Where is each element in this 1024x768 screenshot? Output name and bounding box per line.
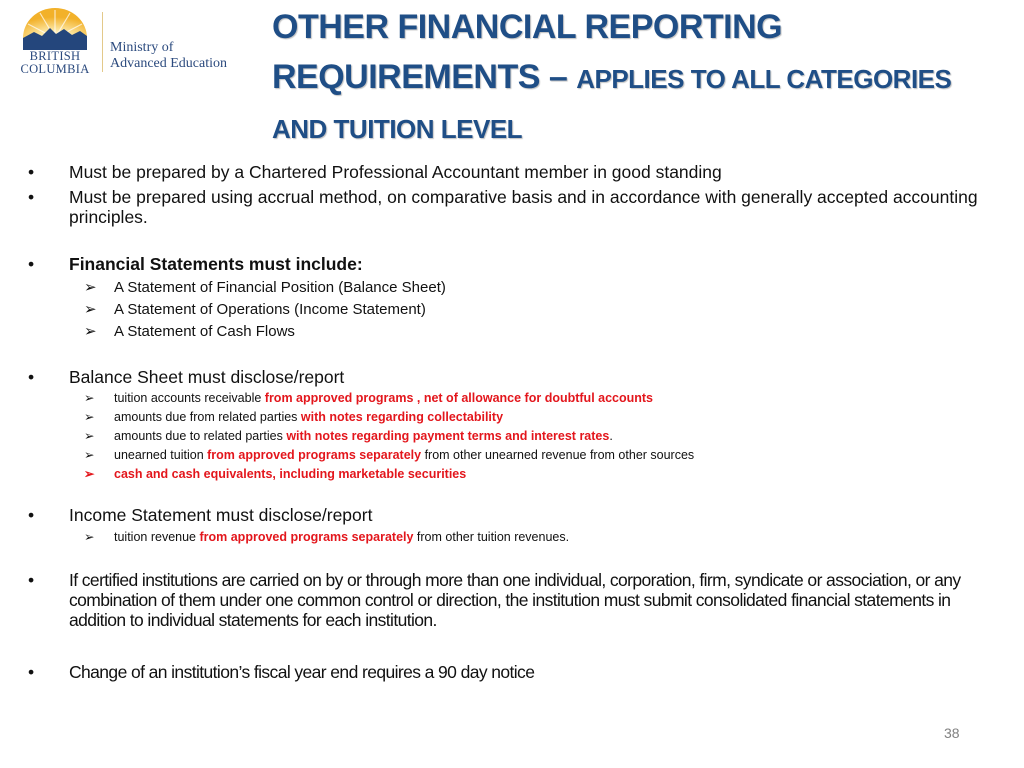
emphasis-text: cash and cash equivalents, including marketable securities xyxy=(114,467,467,481)
bullet-icon: • xyxy=(28,187,35,207)
bs-item-text: unearned tuition from approved programs separately from other unearned revenue from other sources xyxy=(114,448,695,462)
arrow-bullet-icon: ➢ xyxy=(84,323,97,340)
title-line2-main: REQUIREMENTS – xyxy=(272,58,577,96)
bullet-icon: • xyxy=(28,505,35,525)
emphasis-text: with notes regarding collectability xyxy=(300,410,504,424)
bullet-icon: • xyxy=(28,162,35,182)
fs-item-text: A Statement of Operations (Income Statement) xyxy=(114,301,426,318)
arrow-bullet-icon: ➢ xyxy=(84,391,95,405)
arrow-bullet-icon: ➢ xyxy=(84,467,95,481)
fs-item-text: A Statement of Financial Position (Balance Sheet) xyxy=(114,279,446,296)
is-item-text: tuition revenue from approved programs separately from other tuition revenues. xyxy=(114,530,570,544)
bullet-text: Balance Sheet must disclose/report xyxy=(69,367,345,387)
bullet-icon: • xyxy=(28,367,35,387)
title-line1: OTHER FINANCIAL REPORTING xyxy=(272,8,783,46)
emphasis-text: from approved programs , net of allowance for doubtful accounts xyxy=(264,391,654,405)
bs-item-text: amounts due from related parties with notes regarding collectability xyxy=(114,410,504,424)
logo-province-line2: COLUMBIA xyxy=(20,62,90,76)
emphasis-text: from approved programs separately xyxy=(199,530,414,544)
emphasis-text: from approved programs separately xyxy=(207,448,422,462)
arrow-bullet-icon: ➢ xyxy=(84,530,95,544)
bullet-icon: • xyxy=(28,254,35,274)
title-line2-small: APPLIES TO ALL CATEGORIES xyxy=(576,64,952,94)
logo-ministry-line2: Advanced Education xyxy=(110,56,228,71)
bullet-icon: • xyxy=(28,662,35,682)
bullet-text: Change of an institution’s fiscal year end requires a 90 day notice xyxy=(69,662,535,682)
bullet-text: Must be prepared using accrual method, on comparative basis and in accordance with generally accepted accounting principles. xyxy=(69,187,978,227)
bs-item-text: amounts due to related parties with notes regarding payment terms and interest rates. xyxy=(114,429,613,443)
arrow-bullet-icon: ➢ xyxy=(84,410,95,424)
arrow-bullet-icon: ➢ xyxy=(84,301,97,318)
title-line3: AND TUITION LEVEL xyxy=(272,114,523,144)
arrow-bullet-icon: ➢ xyxy=(84,279,97,296)
bullet-text: If certified institutions are carried on by or through more than one individual, corporation, firm, syndicate or association, or any combination of them under one common control or direction, the institution must submit consolidated financial statements in addition to individual statements for each institution. xyxy=(69,570,961,630)
logo-province-line1: BRITISH xyxy=(29,49,81,63)
bs-item-text: tuition accounts receivable from approved programs , net of allowance for doubtful accounts xyxy=(114,391,654,405)
logo-ministry-line1: Ministry of xyxy=(110,40,174,55)
arrow-bullet-icon: ➢ xyxy=(84,448,95,462)
bullet-icon: • xyxy=(28,570,35,590)
bullet-text: Must be prepared by a Chartered Professional Accountant member in good standing xyxy=(69,162,722,182)
arrow-bullet-icon: ➢ xyxy=(84,429,95,443)
bullet-text: Income Statement must disclose/report xyxy=(69,505,373,525)
page-number: 38 xyxy=(944,725,960,741)
fs-item-text: A Statement of Cash Flows xyxy=(114,323,295,340)
emphasis-text: with notes regarding payment terms and interest rates xyxy=(286,429,610,443)
bullet-text: Financial Statements must include: xyxy=(69,254,363,274)
bs-item-text xyxy=(114,465,466,484)
